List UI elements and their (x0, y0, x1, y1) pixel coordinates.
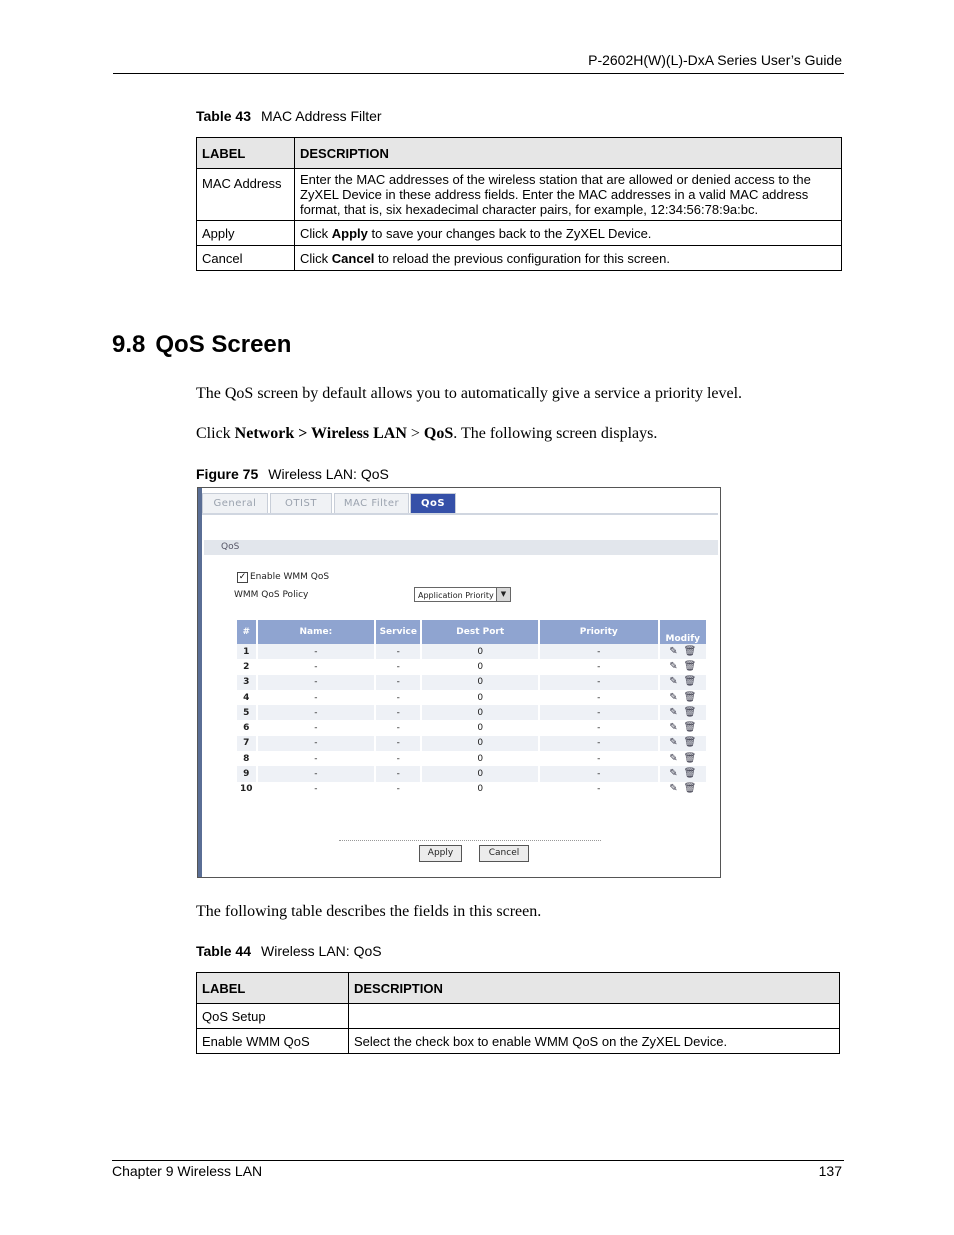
table43-col-desc: DESCRIPTION (295, 138, 842, 169)
enable-wmm-checkbox[interactable]: ✓ (238, 572, 247, 582)
col-dest-port: Dest Port (422, 620, 538, 644)
rule-service: - (376, 644, 420, 659)
rule-service: - (376, 705, 420, 720)
wmm-policy-select[interactable] (414, 587, 511, 602)
col-priority: Priority (540, 620, 658, 644)
rule-modify (660, 751, 706, 766)
delete-icon[interactable]: 🗑 (683, 676, 697, 688)
rule-service: - (376, 766, 420, 781)
delete-icon[interactable]: 🗑 (683, 660, 697, 672)
delete-icon[interactable]: 🗑 (683, 645, 697, 657)
rule-index: 6 (243, 723, 250, 734)
edit-icon[interactable]: ✎ (669, 752, 678, 764)
table-row (197, 1029, 840, 1054)
rule-index: 3 (237, 675, 256, 690)
edit-icon[interactable]: ✎ (669, 660, 678, 672)
rule-priority: - (597, 753, 601, 764)
rule-index: 10 (240, 784, 253, 795)
delete-icon[interactable]: 🗑 (683, 737, 697, 749)
frame-left-bar (198, 488, 202, 877)
rule-modify (660, 675, 706, 690)
section-number: 9.8 (112, 331, 146, 358)
rule-priority: - (540, 644, 658, 659)
wmm-policy-label: WMM QoS Policy (234, 590, 309, 600)
footer-chapter: Chapter 9 Wireless LAN (112, 1163, 263, 1179)
table-row (197, 169, 842, 221)
rule-priority: - (540, 675, 658, 690)
row-label: Apply (197, 221, 295, 246)
rule-index: 9 (237, 766, 256, 781)
rule-name: - (314, 753, 318, 764)
tab-bar (202, 493, 718, 515)
rule-dest-port: 0 (422, 675, 538, 690)
rule-modify (660, 659, 706, 674)
qos-screenshot (197, 487, 721, 878)
table44-col-desc: DESCRIPTION (349, 973, 840, 1004)
table-row (237, 720, 706, 735)
edit-icon[interactable]: ✎ (669, 676, 678, 688)
delete-icon[interactable]: 🗑 (683, 706, 697, 718)
rule-modify (660, 736, 706, 751)
table-row (237, 736, 706, 751)
divider-dotted (339, 840, 601, 841)
rule-priority: - (597, 692, 601, 703)
rule-name: - (258, 766, 375, 781)
rule-dest-port: 0 (477, 784, 484, 795)
row-label: MAC Address (197, 169, 295, 221)
delete-icon[interactable]: 🗑 (683, 783, 697, 795)
rule-modify (660, 766, 706, 781)
rule-index: 1 (237, 644, 256, 659)
delete-icon[interactable]: 🗑 (683, 768, 697, 780)
rule-modify (660, 782, 706, 797)
table43-title: MAC Address Filter (261, 108, 382, 124)
rule-name: - (258, 644, 375, 659)
section-heading (112, 331, 291, 359)
tab-qos[interactable]: QoS (410, 493, 456, 513)
table-row (237, 644, 706, 659)
rule-modify (660, 705, 706, 720)
rule-service: - (396, 784, 400, 795)
row-desc: Click Apply to save your changes back to the ZyXEL Device. (295, 221, 842, 246)
rule-name: - (314, 784, 318, 795)
tab-mac-filter[interactable]: MAC Filter (334, 493, 409, 513)
row-desc: Select the check box to enable WMM QoS on the ZyXEL Device. (349, 1029, 840, 1054)
page-number: 137 (818, 1163, 842, 1179)
edit-icon[interactable]: ✎ (669, 706, 678, 718)
tab-general[interactable]: General (202, 493, 268, 513)
rule-dest-port: 0 (422, 736, 538, 751)
qos-rules-table (235, 620, 708, 797)
table-row (237, 766, 706, 781)
rule-service: - (396, 753, 400, 764)
rule-dest-port: 0 (477, 692, 484, 703)
edit-icon[interactable]: ✎ (669, 783, 678, 795)
intro-paragraph: The QoS screen by default allows you to automatically give a service a priority level. (196, 385, 743, 402)
table-row (237, 705, 706, 720)
rule-modify (660, 720, 706, 735)
rule-dest-port: 0 (477, 753, 484, 764)
edit-icon[interactable]: ✎ (669, 768, 678, 780)
section-title: QoS Screen (155, 331, 292, 358)
qos-section-band: QoS (204, 540, 718, 555)
row-desc: Click Cancel to reload the previous configuration for this screen. (295, 246, 842, 271)
col-modify: Modify (660, 620, 706, 644)
rule-dest-port: 0 (422, 766, 538, 781)
table-row (237, 782, 706, 797)
table43-caption (196, 108, 382, 124)
rule-dest-port: 0 (422, 705, 538, 720)
rule-service: - (396, 692, 400, 703)
row-label: Enable WMM QoS (197, 1029, 349, 1054)
rule-name: - (258, 736, 375, 751)
rule-priority: - (597, 661, 601, 672)
navigation-paragraph: Click Network > Wireless LAN > QoS. The following screen displays. (196, 425, 658, 442)
delete-icon[interactable]: 🗑 (683, 752, 697, 764)
table-row (237, 659, 706, 674)
table-row (197, 246, 842, 271)
rule-dest-port: 0 (477, 723, 484, 734)
table43-col-label: LABEL (197, 138, 295, 169)
rule-modify (660, 644, 706, 659)
row-label: Cancel (197, 246, 295, 271)
table43 (196, 137, 842, 271)
rule-name: - (258, 675, 375, 690)
col-index: # (237, 620, 256, 644)
wmm-policy-value: Application Priority (418, 591, 494, 600)
rule-index: 8 (243, 753, 250, 764)
rule-service: - (376, 736, 420, 751)
table43-label: Table 43 (196, 108, 251, 124)
rule-name: - (314, 692, 318, 703)
apply-button[interactable]: Apply (419, 845, 462, 862)
row-desc: Enter the MAC addresses of the wireless station that are allowed or denied access to the ZyXEL Device in these address fields. Enter the MAC addresses in a valid MAC address format, that is, six hexadecimal character pairs, for example, 12:34:56:78:9a:bc. (295, 169, 842, 221)
rule-name: - (258, 705, 375, 720)
rule-service: - (376, 675, 420, 690)
rule-priority: - (540, 766, 658, 781)
rule-index: 7 (237, 736, 256, 751)
rule-priority: - (540, 705, 658, 720)
rule-service: - (396, 723, 400, 734)
table-row (197, 221, 842, 246)
figure-label: Figure 75 (196, 466, 259, 482)
delete-icon[interactable]: 🗑 (683, 722, 697, 734)
rule-index: 2 (243, 661, 250, 672)
guide-title: P-2602H(W)(L)-DxA Series User’s Guide (588, 52, 842, 68)
figure-title: Wireless LAN: QoS (268, 466, 389, 482)
cancel-button[interactable]: Cancel (479, 845, 529, 862)
rule-dest-port: 0 (422, 644, 538, 659)
rule-service: - (396, 661, 400, 672)
rule-modify (660, 690, 706, 705)
rule-index: 4 (243, 692, 250, 703)
rule-priority: - (540, 736, 658, 751)
col-name: Name: (258, 620, 375, 644)
col-service: Service (376, 620, 420, 644)
table-intro-paragraph: The following table describes the fields in this screen. (196, 903, 542, 920)
edit-icon[interactable]: ✎ (669, 691, 678, 703)
table44 (196, 972, 840, 1054)
footer-rule (112, 1160, 844, 1161)
dropdown-arrow-icon[interactable]: ▼ (496, 588, 510, 601)
edit-icon[interactable]: ✎ (669, 645, 678, 657)
enable-wmm-label: Enable WMM QoS (250, 572, 330, 582)
rule-dest-port: 0 (477, 661, 484, 672)
rule-name: - (314, 723, 318, 734)
delete-icon[interactable]: 🗑 (683, 691, 697, 703)
rule-priority: - (597, 784, 601, 795)
tab-otist[interactable]: OTIST (270, 493, 332, 513)
rule-priority: - (597, 723, 601, 734)
rule-index: 5 (237, 705, 256, 720)
figure-caption (196, 466, 389, 482)
table44-label: Table 44 (196, 943, 251, 959)
header-rule (113, 73, 844, 74)
edit-icon[interactable]: ✎ (669, 737, 678, 749)
table-row (237, 690, 706, 705)
table44-col-label: LABEL (197, 973, 349, 1004)
table-row (197, 1004, 840, 1029)
table-row (237, 675, 706, 690)
table-row (237, 751, 706, 766)
edit-icon[interactable]: ✎ (669, 722, 678, 734)
table44-caption (196, 943, 382, 959)
row-desc (349, 1004, 840, 1029)
row-label: QoS Setup (197, 1004, 349, 1029)
table44-title: Wireless LAN: QoS (261, 943, 382, 959)
rule-name: - (314, 661, 318, 672)
